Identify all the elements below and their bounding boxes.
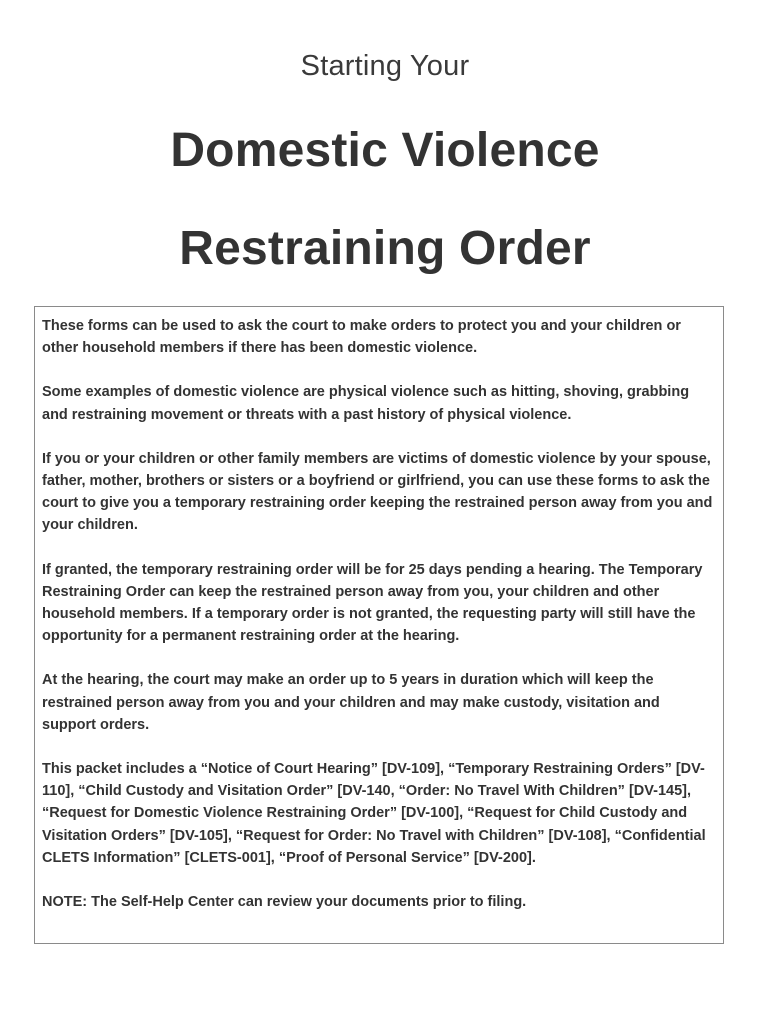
paragraph-purpose: These forms can be used to ask the court to make orders to protect you and your children or other household members if there has been domestic violence. bbox=[42, 318, 681, 357]
paragraph-eligibility: If you or your children or other family members are victims of domestic violence by your spouse, father, mother, brothers or sisters or a boyfriend or girlfriend, you can use these forms to ask the court to give you a temporary restraining order keeping the restrained person away from you and your children. bbox=[42, 450, 713, 534]
paragraph-hearing: At the hearing, the court may make an order up to 5 years in duration which will keep the restrained person away from you and your children and may make custody, visitation and support orders. bbox=[42, 672, 660, 733]
paragraph-examples: Some examples of domestic violence are physical violence such as hitting, shoving, grabbing and restraining movement or threats with a past history of physical violence. bbox=[42, 384, 690, 423]
page-title-line-2: Restraining Order bbox=[179, 222, 591, 275]
paragraph-packet-contents: This packet includes a “Notice of Court Hearing” [DV-109], “Temporary Restraining Orders” [DV-110], “Child Custody and Visitation Order” [DV-140, “Order: No Travel With Children” [DV-145], “Request for Domestic Violence Restraining Order” [DV-100], “Request for Child Custody and Visitation Orders” [DV-105], “Request for Order: No Travel with Children” [DV-108], “Confidential CLETS Information” [CLETS-001], “Proof of Personal Service” [DV-200]. bbox=[42, 761, 706, 866]
paragraph-note: NOTE: The Self-Help Center can review your documents prior to filing. bbox=[42, 894, 527, 911]
paragraph-temporary-order: If granted, the temporary restraining order will be for 25 days pending a hearing. The Temporary Restraining Order can keep the restrained person away from you, your children and other household members. If a temporary order is not granted, the requesting party will still have the opportunity for a permanent restraining order at the hearing. bbox=[42, 561, 703, 645]
info-box bbox=[34, 306, 724, 944]
page-subtitle: Starting Your bbox=[300, 50, 470, 82]
page-title-line-1: Domestic Violence bbox=[170, 124, 600, 177]
